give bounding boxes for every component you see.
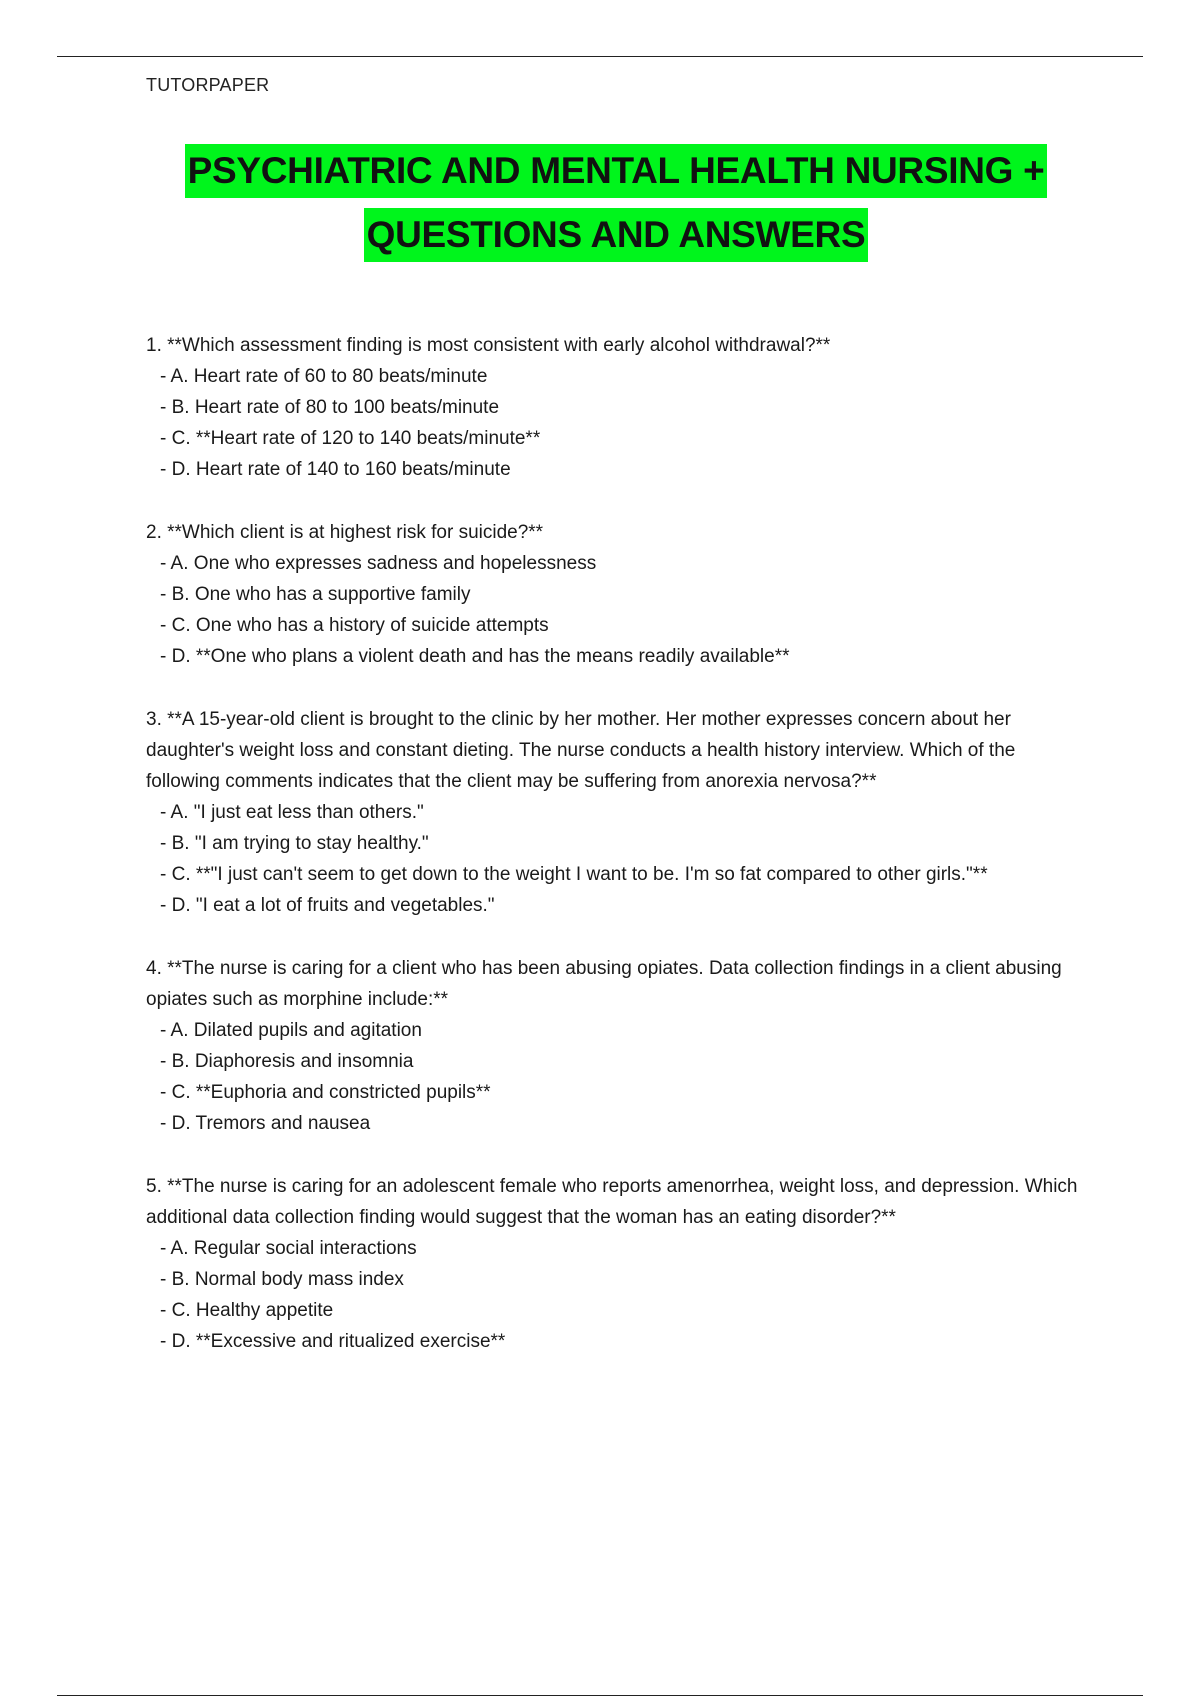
title-line-2: QUESTIONS AND ANSWERS [364, 208, 869, 262]
option-a: - A. Regular social interactions [160, 1238, 417, 1259]
question-5 [146, 1171, 1086, 1357]
option-d: - D. Heart rate of 140 to 160 beats/minute [160, 459, 511, 480]
document-header-label: TUTORPAPER [146, 75, 270, 95]
option-a: - A. One who expresses sadness and hopelessness [160, 553, 597, 574]
question-4 [146, 953, 1086, 1139]
option-a: - A. Dilated pupils and agitation [160, 1020, 422, 1041]
option-c: - C. One who has a history of suicide attempts [160, 615, 549, 636]
title-line-1: PSYCHIATRIC AND MENTAL HEALTH NURSING + [185, 144, 1048, 198]
option-c: - C. **Heart rate of 120 to 140 beats/minute** [160, 428, 541, 449]
option-b: - B. Normal body mass index [160, 1269, 404, 1290]
option-a: - A. Heart rate of 60 to 80 beats/minute [160, 366, 488, 387]
option-c: - C. **"I just can't seem to get down to the weight I want to be. I'm so fat compared to other girls."** [160, 864, 988, 885]
question-list [146, 330, 1086, 1389]
question-2 [146, 517, 1086, 672]
question-text: 4. **The nurse is caring for a client who has been abusing opiates. Data collection findings in a client abusing opiates such as morphine include:** [146, 958, 1062, 1010]
question-text: 1. **Which assessment finding is most consistent with early alcohol withdrawal?** [146, 335, 831, 356]
option-d: - D. **One who plans a violent death and has the means readily available** [160, 646, 790, 667]
question-1 [146, 330, 1086, 485]
option-b: - B. One who has a supportive family [160, 584, 471, 605]
option-a: - A. "I just eat less than others." [160, 802, 424, 823]
question-text: 5. **The nurse is caring for an adolescent female who reports amenorrhea, weight loss, and depression. Which additional data collection finding would suggest that the woman has an eating disorder?** [146, 1176, 1078, 1228]
question-text: 3. **A 15-year-old client is brought to the clinic by her mother. Her mother expresses concern about her daughter's weight loss and constant dieting. The nurse conducts a health history interview. Which of the following comments indicates that the client may be suffering from anorexia nervosa?** [146, 709, 1016, 792]
option-c: - C. **Euphoria and constricted pupils** [160, 1082, 491, 1103]
question-3 [146, 704, 1086, 921]
option-c: - C. Healthy appetite [160, 1300, 334, 1321]
option-d: - D. Tremors and nausea [160, 1113, 371, 1134]
option-b: - B. "I am trying to stay healthy." [160, 833, 429, 854]
option-b: - B. Diaphoresis and insomnia [160, 1051, 414, 1072]
footer-divider [57, 1695, 1143, 1696]
option-d: - D. "I eat a lot of fruits and vegetables." [160, 895, 495, 916]
header-divider [57, 56, 1143, 57]
document-title [146, 144, 1086, 272]
question-text: 2. **Which client is at highest risk for suicide?** [146, 522, 544, 543]
option-d: - D. **Excessive and ritualized exercise** [160, 1331, 506, 1352]
option-b: - B. Heart rate of 80 to 100 beats/minute [160, 397, 500, 418]
